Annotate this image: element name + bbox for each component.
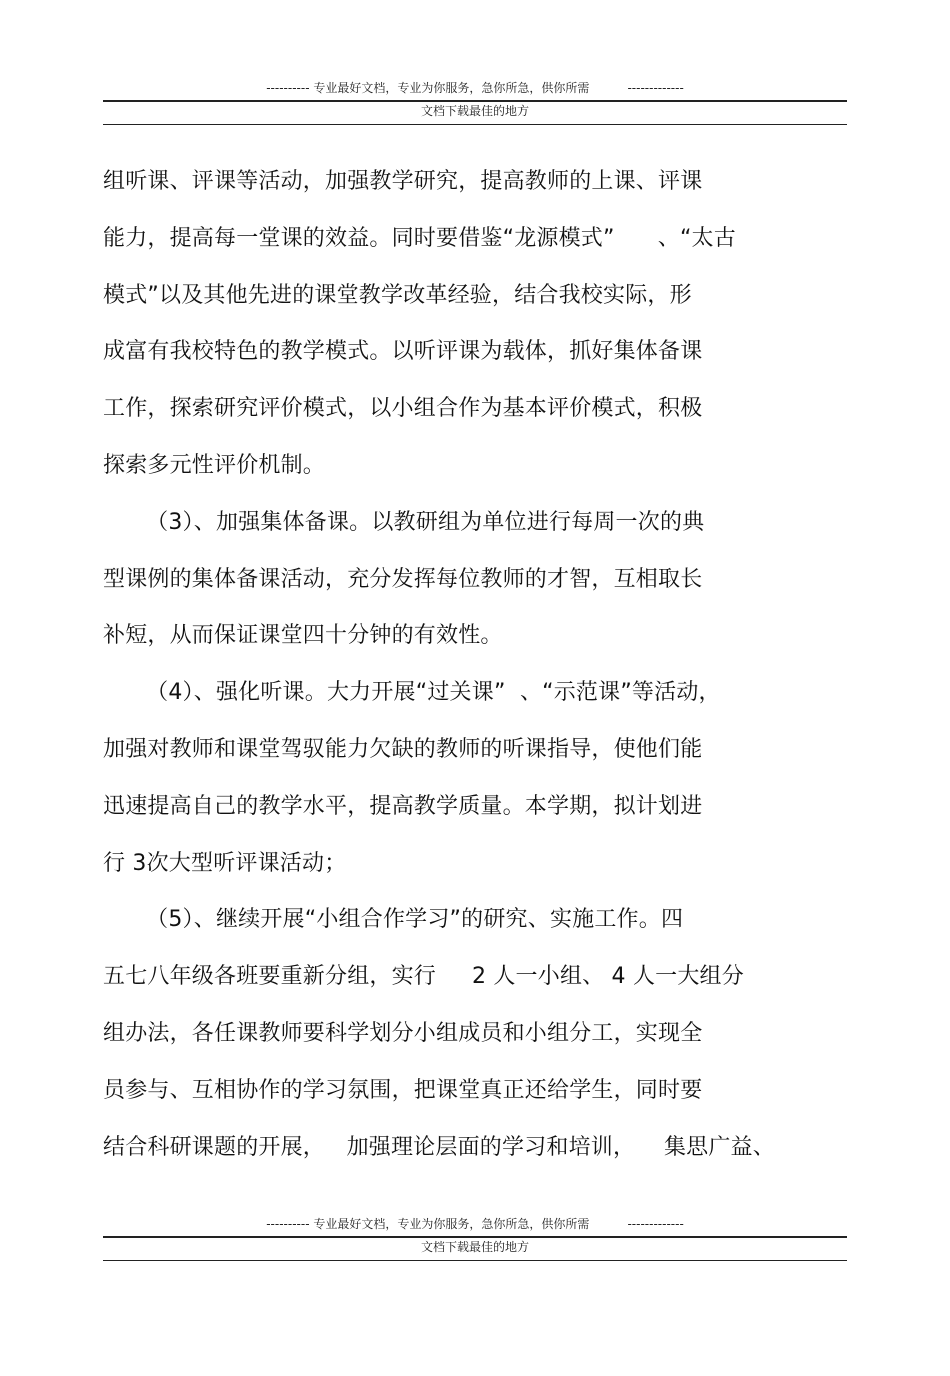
text-line: 工作，探索研究评价模式，以小组合作为基本评价模式，积极: [103, 396, 703, 422]
header-rule-thick: [103, 100, 847, 102]
text-line: 补短，从而保证课堂四十分钟的有效性。: [103, 623, 503, 649]
text-line: 模式”以及其他先进的课堂教学改革经验，结合我校实际，形: [103, 282, 692, 308]
text-line: 加强对教师和课堂驾驭能力欠缺的教师的听课指导，使他们能: [103, 736, 703, 762]
page-header: [0, 81, 950, 141]
header-rule-thin: [103, 124, 847, 125]
footer-rule-thick: [103, 1236, 847, 1238]
footer-rule-thin: [103, 1260, 847, 1261]
text-line: 行 3次大型听评课活动；: [103, 850, 347, 876]
text-line: 结合科研课题的开展， 加强理论层面的学习和培训， 集思广益、: [103, 1134, 775, 1160]
text-line: 能力，提高每一堂课的效益。同时要借鉴“龙源模式” 、“太古: [103, 225, 736, 251]
footer-subtitle: 文档下载最佳的地方: [420, 1240, 529, 1254]
header-subtitle: 文档下载最佳的地方: [420, 104, 529, 118]
text-line: 型课例的集体备课活动，充分发挥每位教师的才智，互相取长: [103, 566, 703, 592]
text-line: 迅速提高自己的教学水平，提高教学质量。本学期，拟计划进: [103, 793, 703, 819]
footer-slogan: ---------- 专业最好文档，专业为你服务，急你所急，供你所需 -------------: [266, 1217, 684, 1231]
header-slogan: ---------- 专业最好文档，专业为你服务，急你所急，供你所需 -------------: [266, 81, 684, 95]
text-line: 成富有我校特色的教学模式。以听评课为载体，抓好集体备课: [103, 339, 703, 365]
text-line: 员参与、互相协作的学习氛围，把课堂真正还给学生，同时要: [103, 1077, 703, 1103]
text-line: 组听课、评课等活动，加强教学研究，提高教师的上课、评课: [103, 169, 703, 194]
text-line: （4）、强化听课。大力开展“过关课” 、“示范课”等活动，: [103, 680, 721, 706]
text-line: 五七八年级各班要重新分组，实行 2 人一小组、 4 人一大组分: [103, 964, 744, 990]
document-body: [103, 154, 863, 1176]
page-footer: [0, 1217, 950, 1277]
text-line: 组办法，各任课教师要科学划分小组成员和小组分工，实现全: [103, 1020, 703, 1046]
text-line: 探索多元性评价机制。: [103, 452, 326, 478]
text-line: （5）、继续开展“小组合作学习”的研究、实施工作。四: [103, 907, 684, 933]
text-line: （3）、加强集体备课。以教研组为单位进行每周一次的典: [103, 509, 705, 535]
